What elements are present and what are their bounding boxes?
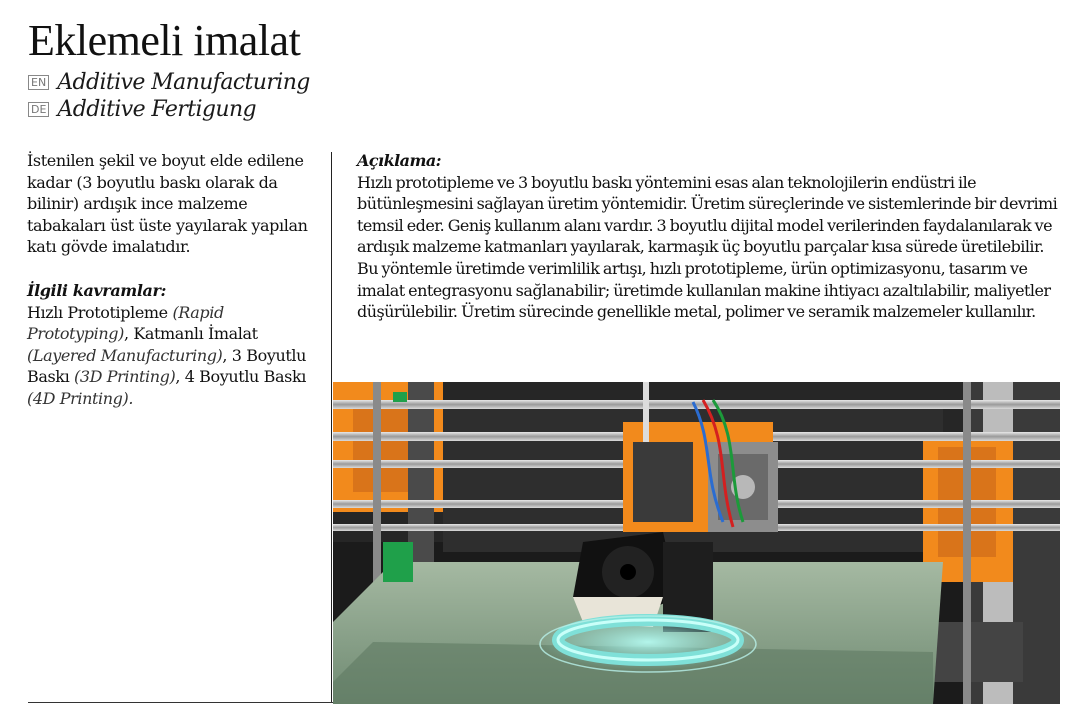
related-term-en: (Layered Manufacturing) — [27, 345, 223, 365]
lang-badge-en: EN — [28, 75, 49, 90]
related-sep: , — [123, 324, 134, 344]
page-title: Eklemeli imalat — [28, 16, 301, 65]
related-term-en: (Rapid Prototyping) — [27, 302, 224, 344]
lang-badge-de: DE — [28, 102, 49, 117]
column-divider — [331, 152, 332, 702]
related-term: Hızlı Prototipleme — [27, 302, 168, 322]
left-column — [27, 150, 323, 410]
related-term: 3 Boyutlu Baskı — [27, 345, 307, 387]
description-text: Hızlı prototipleme ve 3 boyutlu baskı yöntemini esas alan teknolojilerin endüstri ile bütünleşmesini sağlayan üretim yöntemidir. Üretim süreçlerinde ve sistemlerinde bir devrimi temsil eder. Geniş kullanım alanı vardır. 3 boyutlu dijital model verilerinden faydalanılarak ve ardışık malzeme katmanları yayılarak, karmaşık üç boyutlu parçalar kısa sürede üretilebilir. Bu yöntemle üretimde verimlilik artışı, hızlı prototipleme, ürün optimizasyonu, tasarım ve imalat entegrasyonu sağlanabilir; üretimde kullanılan makine ihtiyacı azaltılabilir, maliyetler düşürülebilir. Üretim sürecinde genellikle metal, polimer ve seramik malzemeler kullanılır. — [357, 172, 1058, 322]
definition-text: İstenilen şekil ve boyut elde edilene kadar (3 boyutlu baskı olarak da bilinir) ardışık ince malzeme tabakaları üst üste yayılarak yapılan katı gövde imalatıdır. — [27, 151, 308, 257]
related-term: Katmanlı İmalat — [133, 324, 258, 344]
bottom-rule — [28, 702, 333, 703]
related-heading: İlgili kavramlar: — [27, 280, 167, 300]
translation-de — [28, 97, 256, 122]
related-sep: , — [175, 367, 185, 387]
related-terms — [27, 302, 323, 410]
description-heading: Açıklama: — [357, 151, 442, 170]
3d-printer-photo — [333, 382, 1060, 704]
right-column — [357, 150, 1062, 323]
related-sep: . — [128, 388, 133, 408]
translation-text-en: Additive Manufacturing — [57, 70, 310, 95]
related-term: 4 Boyutlu Baskı — [184, 367, 306, 387]
translation-en — [28, 70, 310, 95]
related-sep: , — [222, 345, 232, 365]
related-term-en: (4D Printing) — [27, 388, 129, 408]
related-term-en: (3D Printing) — [74, 367, 176, 387]
translation-text-de: Additive Fertigung — [57, 97, 257, 122]
